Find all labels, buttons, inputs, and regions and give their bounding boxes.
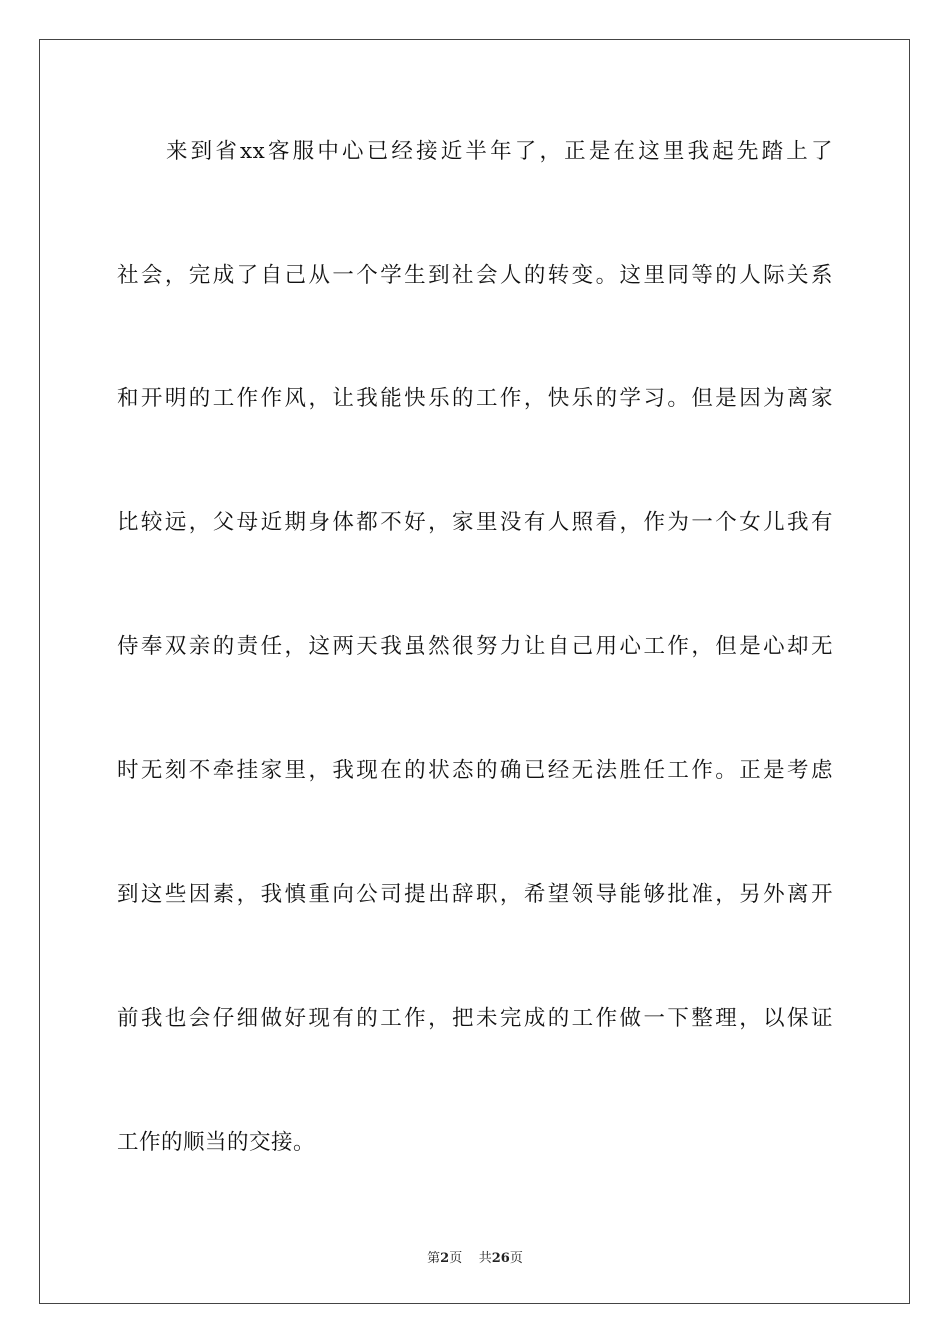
page-border: [39, 39, 910, 1304]
page-footer: [0, 1247, 950, 1266]
total-prefix: 共: [478, 1251, 492, 1266]
total-suffix: 页: [509, 1251, 523, 1266]
paragraph-line: 到这些因素，我慎重向公司提出辞职，希望领导能够批准，另外离开: [117, 882, 833, 907]
page-suffix: 页: [449, 1251, 463, 1266]
paragraph-line: 工作的顺当的交接。: [117, 1130, 316, 1155]
paragraph-line: 社会，完成了自己从一个学生到社会人的转变。这里同等的人际关系: [117, 263, 833, 288]
paragraph-line: 和开明的工作作风，让我能快乐的工作，快乐的学习。但是因为离家: [117, 386, 833, 411]
current-page-number: 2: [440, 1251, 450, 1266]
paragraph-line: 前我也会仔细做好现有的工作，把未完成的工作做一下整理，以保证: [117, 1006, 833, 1031]
paragraph-line: 侍奉双亲的责任，这两天我虽然很努力让自己用心工作，但是心却无: [117, 634, 833, 659]
paragraph-line: 时无刻不牵挂家里，我现在的状态的确已经无法胜任工作。正是考虑: [117, 758, 833, 783]
paragraph-line: 来到省xx客服中心已经接近半年了，正是在这里我起先踏上了: [166, 139, 833, 164]
total-pages-number: 26: [491, 1251, 510, 1266]
paragraph-line: 比较远，父母近期身体都不好，家里没有人照看，作为一个女儿我有: [117, 510, 833, 535]
page-prefix: 第: [427, 1251, 441, 1266]
